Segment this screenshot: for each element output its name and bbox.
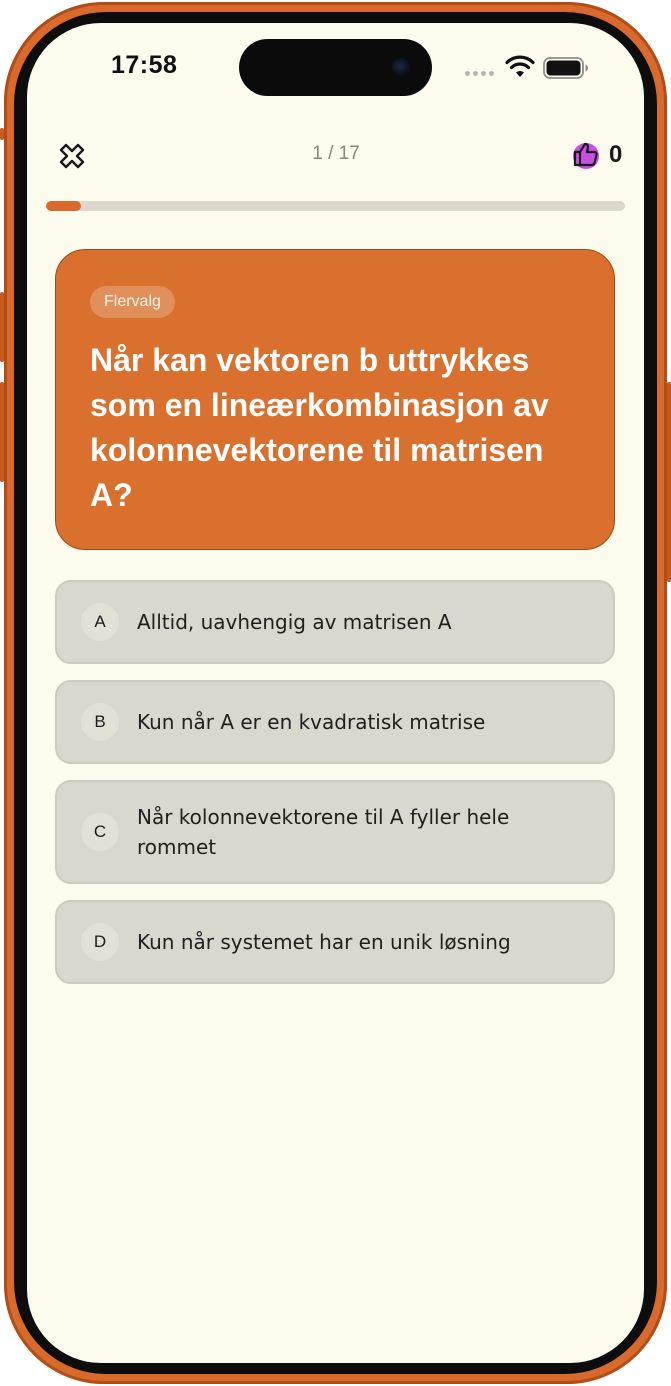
- battery-icon: [543, 57, 589, 83]
- option-text: Kun når A er en kvadratisk matrise: [137, 710, 486, 734]
- option-text: Alltid, uavhengig av matrisen A: [137, 610, 452, 634]
- option-c[interactable]: [55, 780, 615, 884]
- wifi-icon: [505, 55, 535, 83]
- option-text: Når kolonnevektorene til A fyller hele rommet: [137, 805, 510, 859]
- volume-down-button: [0, 382, 4, 482]
- close-button[interactable]: [55, 139, 89, 173]
- thumbs-up-icon: [569, 139, 601, 171]
- volume-up-button: [0, 292, 4, 362]
- app-screen: [27, 23, 644, 1363]
- question-text: Når kan vektoren b uttrykkes som en lineærkombinasjon av kolonnevektorene til matrisen A?: [90, 342, 549, 513]
- question-counter: 1 / 17: [312, 143, 360, 164]
- option-letter: C: [81, 813, 119, 851]
- dynamic-island: [239, 39, 432, 96]
- front-camera: [392, 58, 410, 76]
- status-time: 17:58: [111, 51, 178, 79]
- option-letter: A: [81, 603, 119, 641]
- progress-bar: [46, 201, 625, 211]
- answer-options: [55, 580, 615, 1000]
- power-button: [667, 382, 671, 582]
- option-letter: B: [81, 703, 119, 741]
- score-display: [569, 139, 622, 171]
- question-type-badge: Flervalg: [90, 286, 175, 318]
- option-b[interactable]: [55, 680, 615, 764]
- cellular-signal-icon: [465, 71, 494, 76]
- close-x-icon: [57, 141, 87, 171]
- option-text: Kun når systemet har en unik løsning: [137, 930, 511, 954]
- option-a[interactable]: [55, 580, 615, 664]
- question-card: [55, 249, 615, 550]
- progress-fill: [46, 201, 81, 211]
- score-value: 0: [609, 141, 623, 168]
- option-d[interactable]: [55, 900, 615, 984]
- option-letter: D: [81, 923, 119, 961]
- action-button: [0, 128, 4, 140]
